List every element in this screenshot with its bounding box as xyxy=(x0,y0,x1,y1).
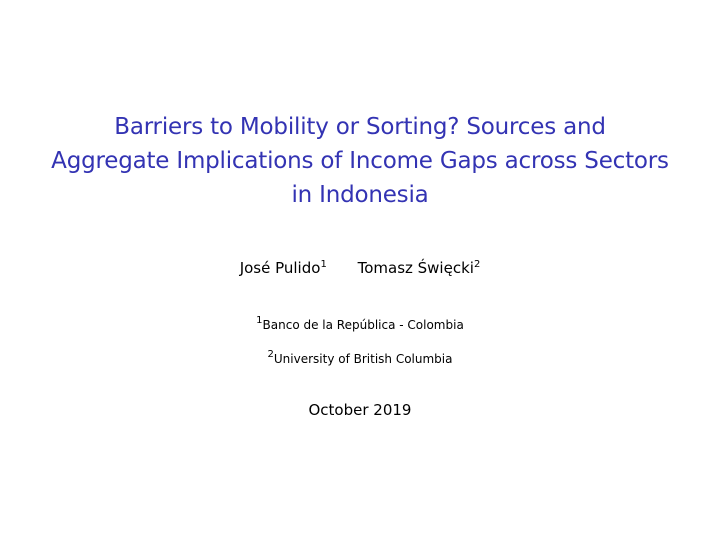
author-1 xyxy=(240,258,327,278)
affiliation-1-mark: 1 xyxy=(256,315,263,326)
title-line-3: in Indonesia xyxy=(291,182,429,208)
affiliation-2-name: University of British Columbia xyxy=(273,352,453,366)
author-2-name: Tomasz Święcki xyxy=(357,259,474,277)
affiliation-1-name: Banco de la República - Colombia xyxy=(262,318,464,332)
title-line-2: Aggregate Implications of Income Gaps across Sectors xyxy=(51,148,669,174)
author-2-affiliation-mark: 2 xyxy=(473,259,481,270)
affiliation-2-mark: 2 xyxy=(267,349,274,360)
presentation-title xyxy=(20,110,700,212)
author-2 xyxy=(358,258,481,278)
author-list xyxy=(0,258,720,278)
author-1-name: José Pulido xyxy=(239,259,321,277)
author-1-affiliation-mark: 1 xyxy=(320,259,327,270)
affiliation-1 xyxy=(0,317,720,333)
affiliation-2 xyxy=(0,351,720,367)
presentation-date: October 2019 xyxy=(308,401,412,419)
title-line-1: Barriers to Mobility or Sorting? Sources and xyxy=(114,114,606,140)
